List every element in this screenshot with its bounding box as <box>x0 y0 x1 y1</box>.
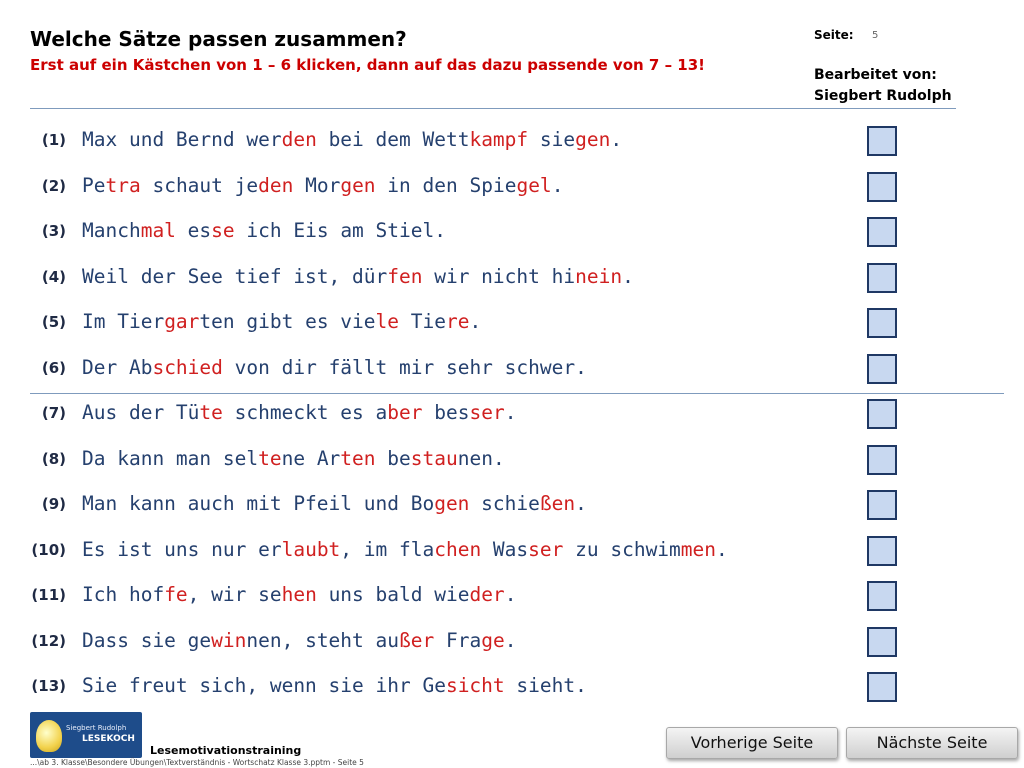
syllable-text: . <box>504 401 517 424</box>
logo-author: Siegbert Rudolph <box>66 724 127 732</box>
syllable-text: bei dem Wett <box>316 128 470 151</box>
page-title: Welche Sätze passen zusammen? <box>30 27 407 51</box>
syllable-text: . <box>610 128 623 151</box>
syllable-highlight: der <box>469 583 505 606</box>
syllable-text: Max und Bernd wer <box>82 128 282 151</box>
syllable-text: in den Spie <box>375 173 517 197</box>
instruction-text: Erst auf ein Kästchen von 1 – 6 klicken, dann auf das dazu passende von 7 – 13! <box>30 56 706 74</box>
syllable-highlight: men <box>680 537 717 561</box>
answer-checkbox[interactable] <box>867 308 897 338</box>
answer-checkbox[interactable] <box>867 445 897 475</box>
syllable-text: schmeckt es a <box>222 401 388 424</box>
syllable-text: Ich hof <box>82 583 165 606</box>
syllable-highlight: den <box>258 173 294 197</box>
syllable-text: . <box>551 173 564 197</box>
syllable-highlight: ten <box>340 446 376 470</box>
syllable-text: schie <box>469 492 540 515</box>
answer-checkbox[interactable] <box>867 217 897 247</box>
sentence-text <box>82 447 505 470</box>
syllable-highlight: ser <box>528 537 564 561</box>
syllable-highlight: ßen <box>539 492 576 515</box>
sentence-text <box>82 538 728 561</box>
syllable-highlight: ber <box>387 401 423 424</box>
answer-checkbox[interactable] <box>867 672 897 702</box>
sentence-text <box>82 219 446 242</box>
answer-checkbox[interactable] <box>867 536 897 566</box>
syllable-text: Was <box>481 537 529 561</box>
syllable-text: Man kann auch mit Pfeil und Bo <box>82 492 435 515</box>
syllable-highlight: gen <box>434 492 470 515</box>
next-page-button[interactable]: Nächste Seite <box>846 727 1018 759</box>
answer-checkbox[interactable] <box>867 581 897 611</box>
row-number: (10) <box>31 540 66 559</box>
syllable-highlight: schied <box>152 355 223 379</box>
syllable-text: wir nicht hi <box>422 264 576 288</box>
syllable-text: Es ist uns nur er <box>82 537 282 561</box>
answer-checkbox[interactable] <box>867 627 897 657</box>
row-number: (8) <box>41 449 66 468</box>
editor-label: Bearbeitet von: <box>814 67 937 83</box>
syllable-text: Fra <box>434 628 482 652</box>
syllable-highlight: den <box>281 128 317 151</box>
syllable-highlight: kampf <box>469 128 529 151</box>
row-number: (5) <box>41 313 66 331</box>
syllable-highlight: chen <box>434 537 482 561</box>
row-number: (9) <box>41 495 66 513</box>
syllable-highlight: gen <box>340 173 376 197</box>
row-number: (7) <box>41 404 66 422</box>
lesekoch-logo <box>30 712 142 758</box>
syllable-text: Pe <box>82 173 106 197</box>
answer-checkbox[interactable] <box>867 126 897 156</box>
syllable-highlight: re <box>445 310 470 333</box>
syllable-text: von dir fällt mir sehr schwer. <box>222 355 587 379</box>
row-number: (12) <box>31 631 66 650</box>
answer-checkbox[interactable] <box>867 354 897 384</box>
sentence-text <box>82 492 587 515</box>
page-label: Seite: <box>814 28 854 42</box>
logo-brand: LESEKOCH <box>82 734 135 744</box>
syllable-text: bes <box>422 401 470 424</box>
syllable-text: schaut je <box>140 173 259 197</box>
row-number: (4) <box>41 267 66 286</box>
syllable-text: Der Ab <box>82 355 153 379</box>
syllable-highlight: ser <box>469 401 505 424</box>
sentence-text <box>82 128 622 151</box>
syllable-text: . <box>469 310 482 333</box>
answer-checkbox[interactable] <box>867 399 897 429</box>
program-label: Lesemotivationstraining <box>150 744 302 757</box>
syllable-highlight: win <box>211 628 247 652</box>
syllable-highlight: nein <box>575 264 623 288</box>
syllable-highlight: gel <box>516 173 552 197</box>
answer-checkbox[interactable] <box>867 263 897 293</box>
syllable-text: nen. <box>457 446 505 470</box>
syllable-text: Tie <box>399 310 446 333</box>
sentence-text <box>82 629 516 652</box>
syllable-text: . <box>504 628 517 652</box>
syllable-text: ne Ar <box>281 446 341 470</box>
syllable-text: . <box>716 537 728 561</box>
syllable-text: . <box>622 264 634 288</box>
answer-checkbox[interactable] <box>867 172 897 202</box>
row-number: (3) <box>41 222 66 240</box>
page-number: 5 <box>872 30 879 41</box>
sentence-text <box>82 356 587 379</box>
row-number: (1) <box>41 131 66 149</box>
syllable-highlight: sicht <box>445 674 505 697</box>
syllable-text: zu schwim <box>563 537 681 561</box>
row-number: (6) <box>41 358 66 377</box>
row-number: (2) <box>41 176 66 195</box>
syllable-highlight: hen <box>281 583 317 606</box>
syllable-highlight: te <box>199 401 223 424</box>
syllable-highlight: ge <box>481 628 505 652</box>
syllable-highlight: fen <box>387 264 423 288</box>
syllable-text: , im fla <box>340 537 435 561</box>
group-divider <box>30 393 1004 394</box>
syllable-text: es <box>175 219 212 242</box>
top-divider <box>30 108 956 109</box>
syllable-text: Dass sie ge <box>82 628 212 652</box>
syllable-text: ich Eis am Stiel. <box>234 219 446 242</box>
sentence-text <box>82 265 634 288</box>
answer-checkbox[interactable] <box>867 490 897 520</box>
syllable-highlight: stau <box>410 446 458 470</box>
syllable-text: sieht. <box>504 674 587 697</box>
syllable-text: sie <box>528 128 576 151</box>
file-path: ...\ab 3. Klasse\Besondere Übungen\Textverständnis - Wortschatz Klasse 3.pptm - Seite 5 <box>30 758 364 767</box>
sentence-text <box>82 401 516 424</box>
syllable-text: uns bald wie <box>316 583 470 606</box>
editor-name: Siegbert Rudolph <box>814 88 952 104</box>
lightbulb-icon <box>36 720 62 752</box>
syllable-text: . <box>575 492 587 515</box>
syllable-highlight: tra <box>105 173 141 197</box>
syllable-text: nen, steht au <box>246 628 399 652</box>
sentence-text <box>82 674 587 697</box>
syllable-text: Im Tier <box>82 310 165 333</box>
sentence-text <box>82 583 516 606</box>
syllable-text: Sie freut sich, wenn sie ihr Ge <box>82 674 446 697</box>
syllable-highlight: se <box>211 219 235 242</box>
syllable-highlight: le <box>375 310 400 333</box>
syllable-text: Aus der Tü <box>82 401 200 424</box>
syllable-highlight: laubt <box>281 537 341 561</box>
sentence-text <box>82 310 481 333</box>
syllable-text: Weil der See tief ist, dür <box>82 264 388 288</box>
syllable-highlight: te <box>258 446 282 470</box>
syllable-highlight: gen <box>575 128 611 151</box>
syllable-highlight: ßer <box>399 628 435 652</box>
syllable-text: Manch <box>82 219 141 242</box>
row-number: (11) <box>31 586 66 604</box>
syllable-text: Mor <box>293 173 341 197</box>
syllable-highlight: gar <box>164 310 200 333</box>
syllable-text: ten gibt es vie <box>199 310 376 333</box>
syllable-highlight: mal <box>140 219 176 242</box>
syllable-highlight: fe <box>164 583 188 606</box>
syllable-text: be <box>375 446 411 470</box>
syllable-text: , wir se <box>187 583 282 606</box>
row-number: (13) <box>31 677 66 695</box>
syllable-text: Da kann man sel <box>82 446 259 470</box>
previous-page-button[interactable]: Vorherige Seite <box>666 727 838 759</box>
sentence-text <box>82 174 563 197</box>
syllable-text: . <box>504 583 517 606</box>
